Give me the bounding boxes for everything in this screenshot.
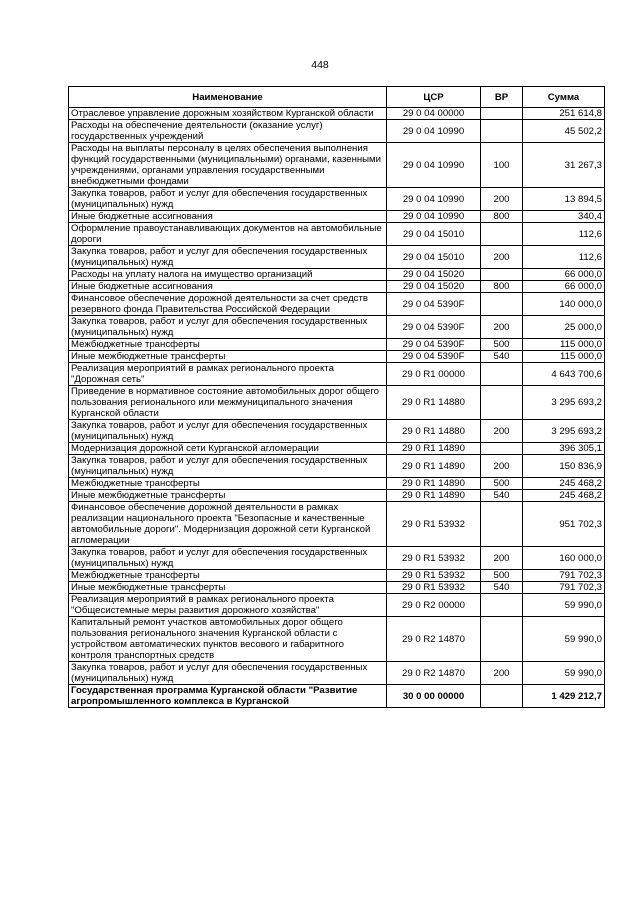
cell-sum: 4 643 700,6 <box>523 363 605 386</box>
cell-vr: 540 <box>481 490 523 502</box>
cell-sum: 25 000,0 <box>523 316 605 339</box>
table-row <box>69 386 605 420</box>
header-sum: Сумма <box>523 87 605 108</box>
cell-sum: 59 990,0 <box>523 662 605 685</box>
table-row <box>69 281 605 293</box>
cell-name: Иные межбюджетные трансферты <box>69 582 387 594</box>
cell-sum: 112,6 <box>523 223 605 246</box>
cell-vr: 200 <box>481 420 523 443</box>
cell-name: Иные бюджетные ассигнования <box>69 211 387 223</box>
cell-vr <box>481 293 523 316</box>
cell-name: Межбюджетные трансферты <box>69 570 387 582</box>
cell-name: Реализация мероприятий в рамках регионального проекта "Дорожная сеть" <box>69 363 387 386</box>
cell-vr: 800 <box>481 281 523 293</box>
budget-table <box>68 86 605 708</box>
table-row <box>69 223 605 246</box>
cell-csr: 29 0 R1 14890 <box>387 478 481 490</box>
cell-csr: 29 0 R1 53932 <box>387 582 481 594</box>
cell-vr: 200 <box>481 188 523 211</box>
cell-csr: 29 0 04 10990 <box>387 143 481 188</box>
cell-sum: 115 000,0 <box>523 351 605 363</box>
table-header-row <box>69 87 605 108</box>
cell-csr: 29 0 04 10990 <box>387 120 481 143</box>
cell-name: Иные межбюджетные трансферты <box>69 351 387 363</box>
cell-name: Закупка товаров, работ и услуг для обеспечения государственных (муниципальных) нужд <box>69 455 387 478</box>
cell-csr: 29 0 04 5390F <box>387 339 481 351</box>
cell-sum: 140 000,0 <box>523 293 605 316</box>
cell-vr: 500 <box>481 478 523 490</box>
cell-csr: 29 0 04 10990 <box>387 211 481 223</box>
cell-sum: 340,4 <box>523 211 605 223</box>
table-row <box>69 143 605 188</box>
cell-name: Расходы на обеспечение деятельности (оказание услуг) государственных учреждений <box>69 120 387 143</box>
table-row <box>69 582 605 594</box>
cell-name: Финансовое обеспечение дорожной деятельности в рамках реализации национального проекта "Безопасные и качественные автомобильные дороги". Модернизация дорожной сети Курганской агломерации <box>69 502 387 547</box>
cell-name: Межбюджетные трансферты <box>69 478 387 490</box>
cell-vr <box>481 120 523 143</box>
cell-sum: 31 267,3 <box>523 143 605 188</box>
cell-sum: 245 468,2 <box>523 478 605 490</box>
cell-vr: 540 <box>481 351 523 363</box>
cell-csr: 29 0 04 15020 <box>387 281 481 293</box>
cell-vr: 200 <box>481 316 523 339</box>
cell-vr: 100 <box>481 143 523 188</box>
cell-vr: 500 <box>481 339 523 351</box>
table-row <box>69 316 605 339</box>
cell-sum: 150 836,9 <box>523 455 605 478</box>
table-row <box>69 188 605 211</box>
cell-csr: 29 0 04 5390F <box>387 351 481 363</box>
header-vr: ВР <box>481 87 523 108</box>
table-row <box>69 351 605 363</box>
cell-csr: 29 0 04 00000 <box>387 108 481 120</box>
cell-sum: 245 468,2 <box>523 490 605 502</box>
cell-name: Закупка товаров, работ и услуг для обеспечения государственных (муниципальных) нужд <box>69 246 387 269</box>
cell-sum: 791 702,3 <box>523 570 605 582</box>
header-csr: ЦСР <box>387 87 481 108</box>
cell-name: Капитальный ремонт участков автомобильных дорог общего пользования регионального значения Курганской области с устройством автоматических пунктов весового и габаритного контроля транспортных средств <box>69 617 387 662</box>
cell-csr: 29 0 R2 00000 <box>387 594 481 617</box>
cell-name: Иные бюджетные ассигнования <box>69 281 387 293</box>
cell-vr <box>481 617 523 662</box>
cell-name: Иные межбюджетные трансферты <box>69 490 387 502</box>
cell-sum: 59 990,0 <box>523 617 605 662</box>
table-row <box>69 502 605 547</box>
cell-vr <box>481 502 523 547</box>
cell-sum: 59 990,0 <box>523 594 605 617</box>
cell-name: Межбюджетные трансферты <box>69 339 387 351</box>
table-row <box>69 269 605 281</box>
table-row <box>69 455 605 478</box>
table-row <box>69 478 605 490</box>
table-row <box>69 547 605 570</box>
cell-name: Закупка товаров, работ и услуг для обеспечения государственных (муниципальных) нужд <box>69 420 387 443</box>
table-row <box>69 685 605 708</box>
cell-name: Модернизация дорожной сети Курганской агломерации <box>69 443 387 455</box>
table-row <box>69 211 605 223</box>
cell-csr: 29 0 04 5390F <box>387 316 481 339</box>
cell-name: Закупка товаров, работ и услуг для обеспечения государственных (муниципальных) нужд <box>69 547 387 570</box>
cell-vr <box>481 443 523 455</box>
cell-csr: 29 0 04 15010 <box>387 223 481 246</box>
cell-csr: 29 0 04 15010 <box>387 246 481 269</box>
cell-vr: 500 <box>481 570 523 582</box>
table-row <box>69 293 605 316</box>
cell-sum: 66 000,0 <box>523 269 605 281</box>
cell-name: Расходы на выплаты персоналу в целях обеспечения выполнения функций государственными (муниципальными) органами, казенными учреждениями, органами управления государственными внебюджетными фондами <box>69 143 387 188</box>
table-row <box>69 363 605 386</box>
header-name: Наименование <box>69 87 387 108</box>
table-row <box>69 108 605 120</box>
cell-sum: 3 295 693,2 <box>523 386 605 420</box>
cell-sum: 3 295 693,2 <box>523 420 605 443</box>
cell-name: Приведение в нормативное состояние автомобильных дорог общего пользования регионального или межмуниципального значения Курганской области <box>69 386 387 420</box>
cell-name: Финансовое обеспечение дорожной деятельности за счет средств резервного фонда Правительства Российской Федерации <box>69 293 387 316</box>
cell-vr <box>481 269 523 281</box>
table-row <box>69 662 605 685</box>
cell-vr <box>481 386 523 420</box>
cell-sum: 115 000,0 <box>523 339 605 351</box>
cell-name: Расходы на уплату налога на имущество организаций <box>69 269 387 281</box>
cell-sum: 951 702,3 <box>523 502 605 547</box>
cell-csr: 29 0 R1 14890 <box>387 443 481 455</box>
cell-csr: 29 0 04 5390F <box>387 293 481 316</box>
table-row <box>69 594 605 617</box>
cell-vr: 540 <box>481 582 523 594</box>
cell-vr: 200 <box>481 662 523 685</box>
cell-csr: 29 0 R1 53932 <box>387 570 481 582</box>
cell-vr <box>481 594 523 617</box>
cell-csr: 29 0 04 10990 <box>387 188 481 211</box>
table-row <box>69 570 605 582</box>
cell-sum: 112,6 <box>523 246 605 269</box>
table-row <box>69 443 605 455</box>
cell-sum: 13 894,5 <box>523 188 605 211</box>
cell-csr: 29 0 R2 14870 <box>387 617 481 662</box>
cell-csr: 29 0 R2 14870 <box>387 662 481 685</box>
cell-sum: 160 000,0 <box>523 547 605 570</box>
cell-csr: 29 0 R1 14890 <box>387 455 481 478</box>
cell-vr <box>481 108 523 120</box>
cell-sum: 66 000,0 <box>523 281 605 293</box>
cell-vr: 200 <box>481 455 523 478</box>
cell-csr: 29 0 R1 14880 <box>387 386 481 420</box>
cell-csr: 30 0 00 00000 <box>387 685 481 708</box>
table-row <box>69 617 605 662</box>
cell-sum: 1 429 212,7 <box>523 685 605 708</box>
cell-csr: 29 0 R1 14890 <box>387 490 481 502</box>
cell-name: Закупка товаров, работ и услуг для обеспечения государственных (муниципальных) нужд <box>69 188 387 211</box>
cell-vr <box>481 223 523 246</box>
cell-vr: 200 <box>481 547 523 570</box>
cell-name: Отраслевое управление дорожным хозяйством Курганской области <box>69 108 387 120</box>
cell-name: Реализация мероприятий в рамках регионального проекта "Общесистемные меры развития дорожного хозяйства" <box>69 594 387 617</box>
table-row <box>69 120 605 143</box>
cell-csr: 29 0 04 15020 <box>387 269 481 281</box>
cell-vr: 200 <box>481 246 523 269</box>
cell-sum: 396 305,1 <box>523 443 605 455</box>
cell-name: Закупка товаров, работ и услуг для обеспечения государственных (муниципальных) нужд <box>69 662 387 685</box>
cell-csr: 29 0 R1 14880 <box>387 420 481 443</box>
table-row <box>69 339 605 351</box>
cell-vr <box>481 685 523 708</box>
table-row <box>69 420 605 443</box>
cell-sum: 45 502,2 <box>523 120 605 143</box>
cell-vr: 800 <box>481 211 523 223</box>
cell-vr <box>481 363 523 386</box>
cell-csr: 29 0 R1 00000 <box>387 363 481 386</box>
cell-csr: 29 0 R1 53932 <box>387 547 481 570</box>
table-row <box>69 490 605 502</box>
page-number: 448 <box>311 59 329 71</box>
cell-name: Оформление правоустанавливающих документов на автомобильные дороги <box>69 223 387 246</box>
cell-name: Государственная программа Курганской области "Развитие агропромышленного комплекса в Курганской <box>69 685 387 708</box>
cell-sum: 791 702,3 <box>523 582 605 594</box>
cell-name: Закупка товаров, работ и услуг для обеспечения государственных (муниципальных) нужд <box>69 316 387 339</box>
cell-sum: 251 614,8 <box>523 108 605 120</box>
cell-csr: 29 0 R1 53932 <box>387 502 481 547</box>
table-row <box>69 246 605 269</box>
